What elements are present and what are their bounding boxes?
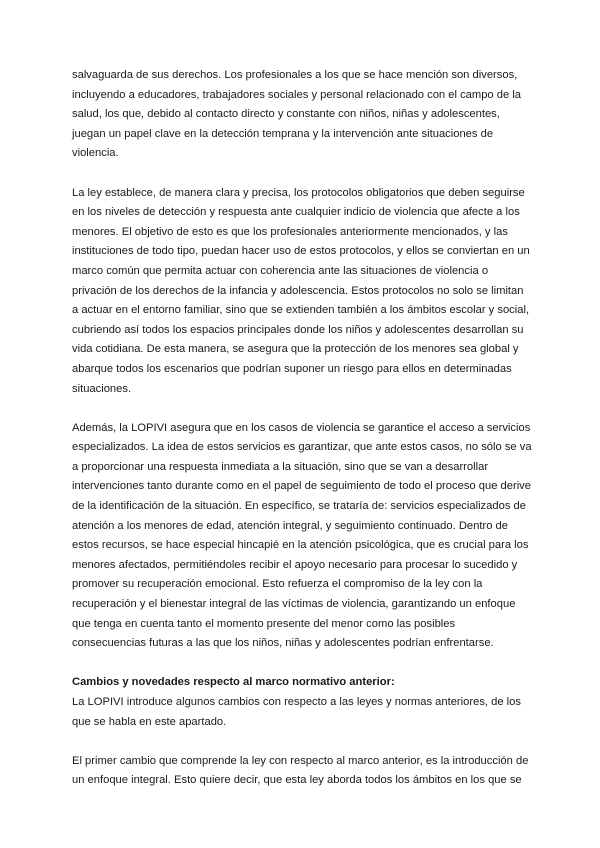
document-body [72, 66, 532, 811]
paragraph-derechos: salvaguarda de sus derechos. Los profesionales a los que se hace mención son diversos, incluyendo a educadores, trabajadores sociales y personal relacionado con el campo de la salud, los que, debido al contacto directo y constante con niños, niñas y adolescentes, juegan un papel clave en la detección temprana y la intervención ante situaciones de violencia. [72, 69, 522, 160]
section-heading: Cambios y novedades respecto al marco normativo anterior: [72, 676, 395, 689]
section-intro: La LOPIVI introduce algunos cambios con respecto a las leyes y normas anteriores, de los que se habla en este apartado. [72, 696, 521, 728]
paragraph-servicios: Además, la LOPIVI asegura que en los casos de violencia se garantice el acceso a servicios especializados. La idea de estos servicios es garantizar, que ante estos casos, no sólo se va a proporcionar una respuesta inmediata a la situación, sino que se van a desarrollar intervenciones tanto durante como en el papel de seguimiento de todo el proceso que derive de la identificación de la situación. En específico, se trataría de: servicios especializados de atención a los menores de edad, atención integral, y seguimiento continuado. Dentro de estos recursos, se hace especial hincapié en la atención psicológica, que es crucial para los menores afectados, permitiéndoles recibir el apoyo necesario para procesar lo sucedido y promover su recuperación emocional. Esto refuerza el compromiso de la ley con la recuperación y el bienestar integral de las víctimas de violencia, garantizando un enfoque que tenga en cuenta tanto el momento presente del menor como las posibles consecuencias futuras a las que los niños, niñas y adolescentes podrían enfrentarse. [72, 421, 532, 650]
paragraph-protocolos: La ley establece, de manera clara y precisa, los protocolos obligatorios que deben seguirse en los niveles de detección y respuesta ante cualquier indicio de violencia que afecte a los menores. El objetivo de esto es que los profesionales anteriormente mencionados, y las instituciones de todo tipo, puedan hacer uso de estos protocolos, y ellos se conviertan en un marco común que permita actuar con coherencia ante las situaciones de violencia o privación de los derechos de la infancia y adolescencia. Estos protocolos no solo se limitan a actuar en el entorno familiar, sino que se extienden también a los ámbitos escolar y social, cubriendo así todos los espacios principales donde los niños y adolescentes desarrollan su vida cotidiana. De esta manera, se asegura que la protección de los menores sea global y abarque todos los escenarios que podrían suponer un riesgo para ellos en determinadas situaciones. [72, 186, 530, 395]
paragraph-enfoque-integral: El primer cambio que comprende la ley con respecto al marco anterior, es la introducción de un enfoque integral. Esto quiere decir, que esta ley aborda todos los ámbitos en los que se [72, 754, 529, 787]
